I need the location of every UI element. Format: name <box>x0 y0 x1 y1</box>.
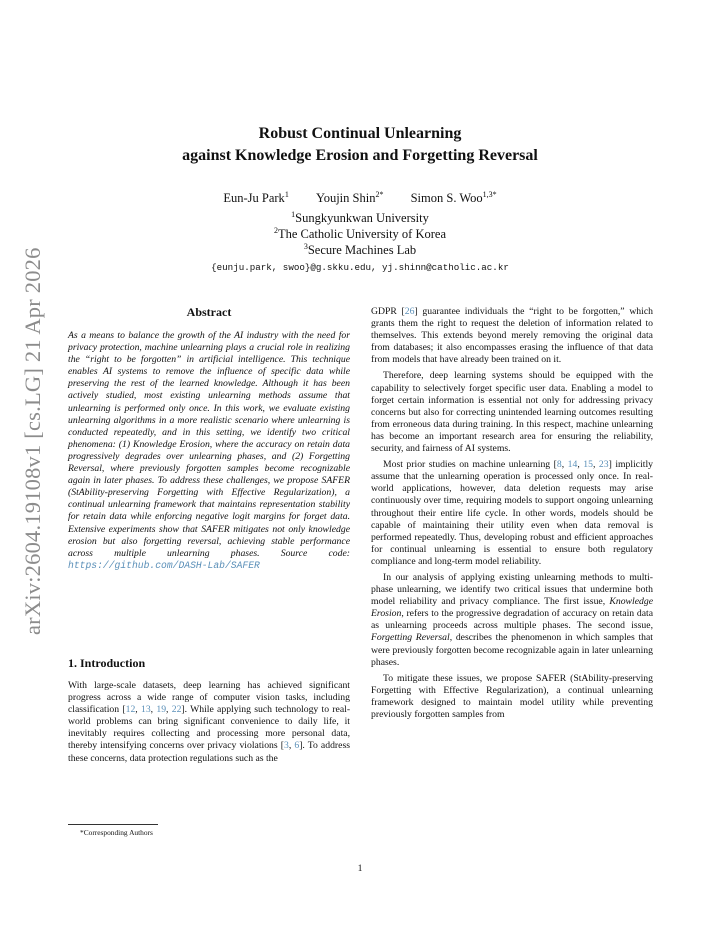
author-2 <box>316 191 384 205</box>
author-affil-marker: 2* <box>375 190 384 199</box>
author-1 <box>223 191 288 205</box>
text-run: , refers to the progressive degradation of accuracy on retain data as unlearning proceeds across multiple phases. The second issue, <box>371 608 653 632</box>
citation-link[interactable]: 15 <box>583 459 593 471</box>
citation-link[interactable]: 12 <box>125 704 136 716</box>
footnote-corresponding-authors: *Corresponding Authors <box>80 828 153 837</box>
page-number: 1 <box>357 863 363 874</box>
citation-link[interactable]: 26 <box>404 306 415 317</box>
text-run: With large-scale datasets, deep learning has achieved significant progress across a wide range of computer vision tasks, including classification [ <box>68 680 350 716</box>
citation-link[interactable]: 8 <box>556 459 562 471</box>
affil-marker: 1 <box>291 210 296 219</box>
section-heading-introduction: 1. Introduction <box>68 656 146 670</box>
author-emails: {eunju.park, swoo}@g.skku.edu, yj.shinn@catholic.ac.kr <box>211 262 509 273</box>
affil-text: Secure Machines Lab <box>307 243 417 258</box>
citation-link[interactable]: 19 <box>156 704 167 716</box>
text-run: ]. While applying such technology to real-world problems can bring significant convenience to daily life, it inevitably requires collecting and processing more personal data, thereby intensifying concerns over privacy violations [ <box>68 704 351 752</box>
paragraph <box>371 572 653 669</box>
abstract-text: As a means to balance the growth of the AI industry with the need for privacy protection, machine unlearning plays a crucial role in realizing the “right to be forgotten” in artificial intelligence. This technique enables AI systems to remove the influence of specific data while preserving the rest of the learned knowledge. Although it has been actively studied, most existing unlearning methods assume that unlearning is performed only once. In this work, we evaluate existing unlearning algorithms in a more realistic scenario where unlearning is conducted repeatedly, and in this setting, we identify two critical phenomena: (1) Knowledge Erosion, where the accuracy on retain data progressively degrades over unlearning phases, and (2) Forgetting Reversal, where previously forgotten samples become recognizable again in later phases. To address these challenges, we propose SAFER (StAbility-preserving Forgetting with Effective Regularization), a continual unlearning framework that maintains representation stability for retain data while enforcing negative logit margins for forget data. Extensive experiments show that SAFER mitigates not only knowledge erosion but also forgetting reversal, achieving stable performance across multiple unlearning phases. Source code: <box>68 330 350 559</box>
paper-title-line-1: Robust Continual Unlearning <box>258 125 462 142</box>
author-affil-marker: 1,3* <box>482 190 497 199</box>
citation-link[interactable]: 13 <box>140 704 151 716</box>
citation-link[interactable]: 3 <box>284 740 289 752</box>
right-column-body <box>371 306 653 721</box>
author-name: Youjin Shin <box>315 191 376 206</box>
paragraph: Most prior studies on machine unlearning [8, 14, 15, 23] implicitly assume that the unlearning operation is processed only once. In real-world applications, however, data deletion requests may arise continuously over time, requiring models to support ongoing unlearning throughout their entire life cycle. In other words, models should be capable of maintaining their utility even when data removal is performed repeatedly. Thus, developing robust and efficient approaches for continual unlearning is essential to ensure both regulatory compliance and long-term model reliability. <box>371 459 654 567</box>
affil-text: The Catholic University of Korea <box>277 227 446 242</box>
author-affil-marker: 1 <box>284 190 289 199</box>
arxiv-identifier-stamp: arXiv:2604.19108v1 [cs.LG] 21 Apr 2026 <box>20 247 45 635</box>
affil-text: Sungkyunkwan University <box>295 211 429 226</box>
paper-title-line-2: against Knowledge Erosion and Forgetting Reversal <box>182 147 538 164</box>
citation-link[interactable]: 14 <box>567 459 578 471</box>
term-knowledge-erosion: Knowledge Erosion <box>371 596 653 620</box>
affil-marker: 2 <box>273 226 278 235</box>
affil-marker: 3 <box>303 242 308 251</box>
author-name: Eun-Ju Park <box>223 191 285 206</box>
citation-link[interactable]: 22 <box>171 704 182 716</box>
author-list <box>0 190 720 206</box>
footnote-divider <box>68 824 158 825</box>
text-run: In our analysis of applying existing unlearning methods to multi-phase unlearning, we identify two critical issues that undermine both model reliability and privacy compliance. The first issue, <box>371 571 653 608</box>
term-forgetting-reversal: Forgetting Reversal <box>371 632 450 644</box>
text-run: ] implicitly assume that the unlearning operation is processed only once. In real-world applications, however, data deletion requests may arise continuously over time, requiring models to support ongoing unlearning throughout their entire life cycle. In other words, models should be capable of maintaining their utility even when data removal is performed repeatedly. Thus, developing robust and efficient approaches for continual unlearning is essential to ensure both regulatory compliance and long-term model reliability. <box>371 459 654 567</box>
paragraph: To mitigate these issues, we propose SAFER (StAbility-preserving Forgetting with Effective Regularization), a continual unlearning framework designed to maintain model utility while preventing previously forgotten samples from <box>371 672 653 720</box>
text-run: GDPR [ <box>371 306 405 317</box>
abstract-heading: Abstract <box>186 305 232 319</box>
text-run: Most prior studies on machine unlearning [ <box>383 459 557 471</box>
paragraph: Therefore, deep learning systems should be equipped with the capability to selectively forget specific user data. Enabling a model to forget certain information is essential not only for addressing privacy concerns but also for correcting unintended learning outcomes resulting from erroneous data during training. In this respect, machine unlearning has become an important research area for ensuring the reliability, security, and fairness of AI systems. <box>371 370 653 455</box>
author-name: Simon S. Woo <box>410 191 483 206</box>
text-run: ] guarantee individuals the “right to be forgotten,” which grants them the right to request the deletion of information related to themselves. This extends beyond merely removing the original data from databases; it also encompasses erasing the influence of that data from models that have already been trained on it. <box>371 306 653 366</box>
text-run: , describes the phenomenon in which samples that were previously forgotten become recognizable again in later unlearning phases. <box>371 632 653 668</box>
paragraph <box>371 306 653 366</box>
text-run: ]. To address these concerns, data protection regulations such as the <box>68 740 350 764</box>
citation-link[interactable]: 6 <box>294 740 300 752</box>
abstract-body <box>68 330 350 572</box>
author-3 <box>411 191 497 205</box>
citation-link[interactable]: 23 <box>598 459 609 471</box>
introduction-paragraph-1: With large-scale datasets, deep learning has achieved significant progress across a wide range of computer vision tasks, including classification [12, 13, 19, 22]. While applying such technology to real-world problems can bring significant convenience to daily life, it inevitably requires collecting and processing more personal data, thereby intensifying concerns over privacy violations [3, 6]. To address these concerns, data protection regulations such as the <box>68 680 351 764</box>
affiliation-3 <box>0 239 720 258</box>
source-code-link[interactable]: https://github.com/DASH-Lab/SAFER <box>68 559 260 571</box>
